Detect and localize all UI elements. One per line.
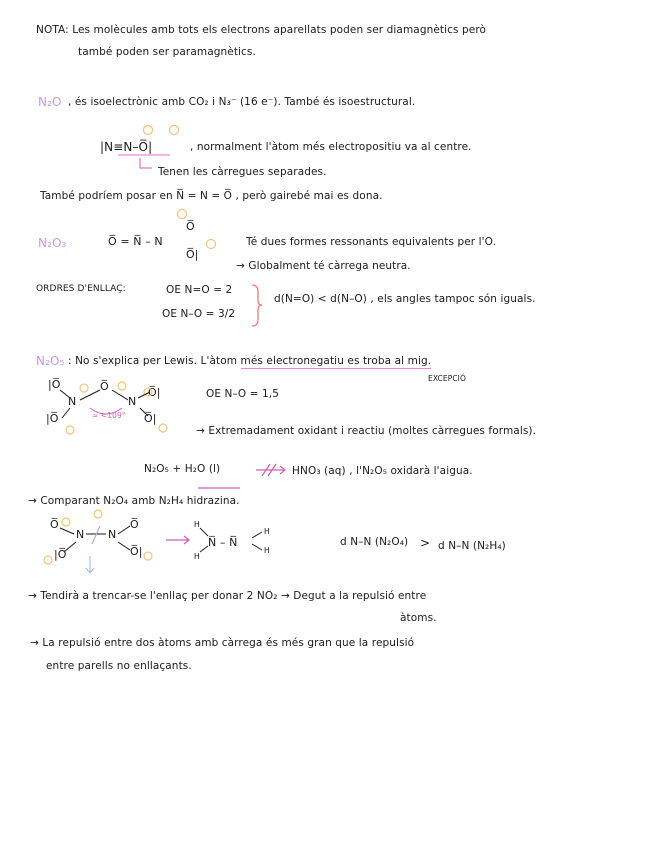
nota-line-2: també poden ser paramagnètics.	[78, 46, 256, 58]
bond-length-compare: d(N=O) < d(N–O) , els angles tampoc són iguals.	[274, 293, 536, 305]
n2o5-atom-o4: |O̅	[46, 412, 59, 425]
n2o5-formula: N₂O₅	[36, 354, 65, 368]
bond-order-n-o-single: OE N–O = 3/2	[162, 308, 236, 320]
n2o4-break-mark	[92, 526, 100, 544]
tend-line-2: àtoms.	[400, 612, 437, 624]
n2o4-atom-o-top-left: O̅	[50, 518, 59, 531]
n2o5-oxidant-note: → Extremadament oxidant i reactiu (moltes càrregues formals).	[196, 425, 537, 437]
n2o-alternative-structure: També podríem posar en N̅ = N = O̅ , però gairebé mai es dona.	[40, 190, 383, 202]
reaction-arrow-crossed	[256, 464, 285, 476]
n2o5-bond-order: OE N–O = 1,5	[206, 388, 279, 400]
n2o5-atom-o-bridge: O̅	[100, 380, 109, 393]
n2o5-atom-n2: N	[128, 395, 137, 408]
n2o4-atom-n2: N	[108, 528, 117, 541]
n2o3-lewis-chain: O̅ = N̅ – N	[108, 235, 163, 248]
n2o4-atom-o-bottom-left: |O̅	[54, 548, 67, 561]
hydrazine-h4: H	[264, 546, 270, 555]
reaction-lhs: N₂O₅ + H₂O (l)	[144, 463, 221, 475]
n2o5-bond-angle: ≈ <109°	[92, 411, 126, 420]
n2o5-atom-o1: |O̅	[48, 378, 61, 391]
n2o4-compare-line: → Comparant N₂O₄ amb N₂H₄ hidrazina.	[28, 495, 240, 507]
n2o4-down-arrow	[86, 556, 94, 573]
n2o4-atom-o-top-right: O̅	[130, 518, 139, 531]
d-nn-n2h4: d N–N (N₂H₄)	[438, 540, 506, 552]
n2o-charges-note: Tenen les càrregues separades.	[158, 166, 327, 178]
bond-order-label: ORDRES D'ENLLAÇ:	[36, 284, 126, 294]
nota-line-1: NOTA: Les molècules amb tots els electrons aparellats poden ser diamagnètics però	[36, 24, 487, 36]
n2o3-global-charge: → Globalment té càrrega neutra.	[236, 260, 411, 272]
n2o-desc: , és isoelectrònic amb CO₂ i N₃⁻ (16 e⁻). També és isoestructural.	[68, 96, 416, 108]
n2o3-o-bottom: O̅|	[186, 248, 199, 261]
hydrazine-structure: N̅ – N̅	[208, 536, 238, 549]
n2o-center-note: , normalment l'àtom més electropositiu va al centre.	[190, 141, 472, 153]
n2o5-atom-o5: O̅|	[144, 412, 157, 425]
n2o5-desc-start: : No s'explica per Lewis. L'àtom	[68, 355, 241, 367]
n2o5-desc-underlined: més electronegatiu es troba al mig.	[240, 355, 432, 367]
n2o-formula: N₂O	[38, 95, 62, 109]
bond-order-brace	[252, 285, 262, 326]
repulsion-line-1: → La repulsió entre dos àtoms amb càrrega és més gran que la repulsió	[30, 637, 415, 649]
hydrazine-h1: H	[194, 520, 200, 529]
hydrazine-h2: H	[194, 552, 200, 561]
n2o4-atom-n1: N	[76, 528, 85, 541]
d-nn-gt: >	[420, 536, 431, 550]
n2o-arrow	[140, 158, 152, 168]
n2o4-bonds	[60, 526, 130, 552]
n2o5-atom-n1: N	[68, 395, 77, 408]
n2o3-o-top: O̅	[186, 220, 195, 233]
n2o5-desc-line	[68, 355, 431, 367]
n2o4-atom-o-bottom-right: O̅|	[130, 545, 143, 558]
d-nn-n2o4: d N–N (N₂O₄)	[340, 536, 409, 548]
n2o4-to-hydrazine-arrow	[166, 536, 189, 544]
reaction-rhs: HNO₃ (aq) , l'N₂O₅ oxidarà l'aigua.	[292, 465, 473, 477]
bond-order-n-o-double: OE N=O = 2	[166, 284, 233, 296]
repulsion-line-2: entre parells no enllaçants.	[46, 660, 192, 672]
n2o3-formula: N₂O₃	[38, 236, 67, 250]
hydrazine-h3: H	[264, 527, 270, 536]
n2o5-atom-o3: O̅|	[148, 386, 161, 399]
n2o3-resonance-note: Té dues formes ressonants equivalents per l'O.	[246, 236, 497, 248]
n2o-lewis-structure: |N≡N–O̅|	[100, 140, 153, 154]
tend-line-1: → Tendirà a trencar-se l'enllaç per donar 2 NO₂ → Degut a la repulsió entre	[28, 590, 427, 602]
exception-label: EXCEPCIÓ	[428, 374, 466, 383]
